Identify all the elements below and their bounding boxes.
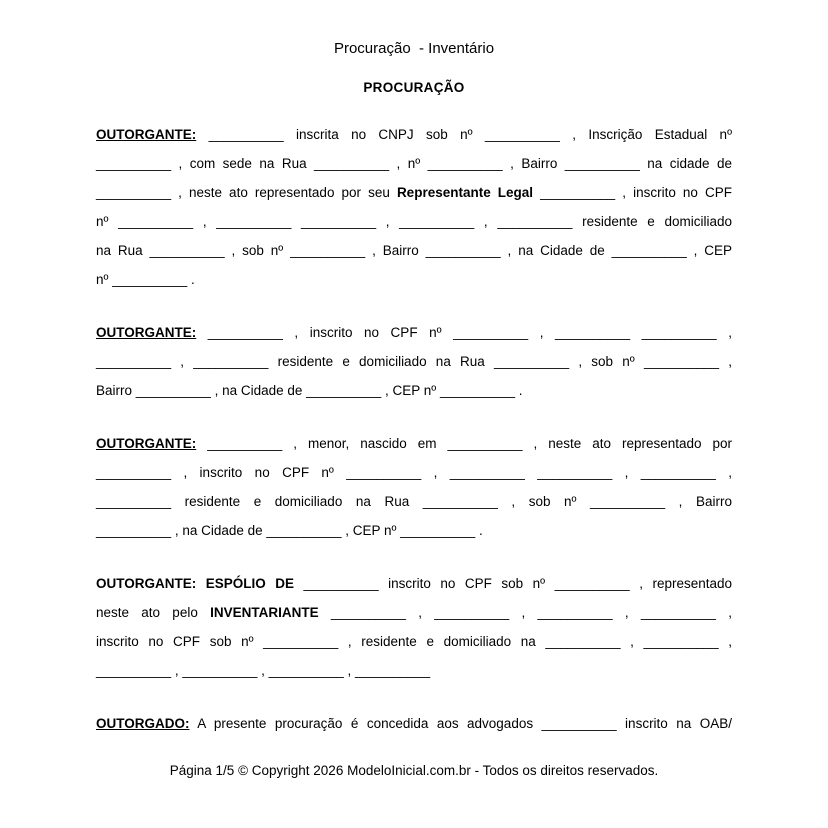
party-label: OUTORGADO: — [96, 716, 190, 731]
text-segment: na Rua __________ , sob nº __________ , Bairro __________ , na Cidade de __________ , CEP — [96, 243, 732, 258]
document-body — [96, 120, 732, 738]
text-line — [96, 656, 732, 685]
text-segment: Bairro __________ , na Cidade de __________ , CEP nº __________ . — [96, 383, 523, 398]
text-line — [96, 598, 732, 627]
text-line — [96, 569, 732, 598]
text-segment: inscrito no CPF sob nº __________ , residente e domiciliado na __________ , __________ , — [96, 634, 732, 649]
text-segment: __________ , menor, nascido em __________ , neste ato representado por — [196, 436, 732, 451]
text-line — [96, 458, 732, 487]
text-line — [96, 265, 732, 294]
text-line — [96, 207, 732, 236]
text-line — [96, 347, 732, 376]
party-label: Representante Legal — [396, 185, 534, 200]
text-segment: __________ , inscrito no CPF nº __________ , __________ __________ , __________ , — [96, 465, 732, 480]
text-segment: __________ , __________ residente e domiciliado na Rua __________ , sob nº __________ , — [96, 354, 732, 369]
text-segment: __________ inscrita no CNPJ sob nº __________ , Inscrição Estadual nº — [196, 127, 732, 142]
text-segment: __________ , com sede na Rua __________ , nº __________ , Bairro __________ na cidade de — [96, 156, 732, 171]
party-label: INVENTARIANTE — [210, 605, 319, 620]
text-line — [96, 516, 732, 545]
text-line — [96, 120, 732, 149]
text-segment: __________ , na Cidade de __________ , CEP nº __________ . — [96, 523, 483, 538]
text-line — [96, 429, 732, 458]
party-label: OUTORGANTE: — [96, 127, 197, 142]
text-line — [96, 627, 732, 656]
text-segment: __________ , inscrito no CPF — [533, 185, 732, 200]
party-label: OUTORGANTE: ESPÓLIO DE — [96, 576, 295, 591]
text-segment: __________ , inscrito no CPF nº __________ , __________ __________ , — [196, 325, 732, 340]
text-line — [96, 709, 732, 738]
text-segment: neste ato pelo — [96, 605, 211, 620]
text-segment: __________ , neste ato representado por seu — [96, 185, 397, 200]
document-heading: PROCURAÇÃO — [363, 80, 465, 95]
text-segment: __________ , __________ , __________ , __________ , — [318, 605, 732, 620]
text-segment: A presente procuração é concedida aos advogados __________ inscrito na OAB/ — [189, 716, 732, 731]
text-segment: __________ inscrito no CPF sob nº __________ , representado — [294, 576, 733, 591]
paragraph-outorgante-pessoa-fisica — [96, 318, 732, 405]
text-segment: nº __________ , __________ __________ , __________ , __________ residente e domiciliado — [96, 214, 732, 229]
paragraph-outorgante-espolio — [96, 569, 732, 685]
text-segment: nº __________ . — [96, 272, 195, 287]
paragraph-outorgante-menor — [96, 429, 732, 545]
paragraph-outorgante-pessoa-juridica — [96, 120, 732, 294]
text-line — [96, 318, 732, 347]
party-label: OUTORGANTE: — [96, 436, 197, 451]
paragraph-outorgado — [96, 709, 732, 738]
page-footer: Página 1/5 © Copyright 2026 ModeloInicial.com.br - Todos os direitos reservados. — [169, 763, 659, 778]
party-label: OUTORGANTE: — [96, 325, 197, 340]
text-line — [96, 178, 732, 207]
text-segment: __________ , __________ , __________ , __________ — [96, 663, 431, 678]
text-line — [96, 487, 732, 516]
text-line — [96, 236, 732, 265]
document-title: Procuração - Inventário — [333, 40, 495, 57]
text-segment: __________ residente e domiciliado na Rua __________ , sob nº __________ , Bairro — [96, 494, 732, 509]
text-line — [96, 376, 732, 405]
text-line — [96, 149, 732, 178]
